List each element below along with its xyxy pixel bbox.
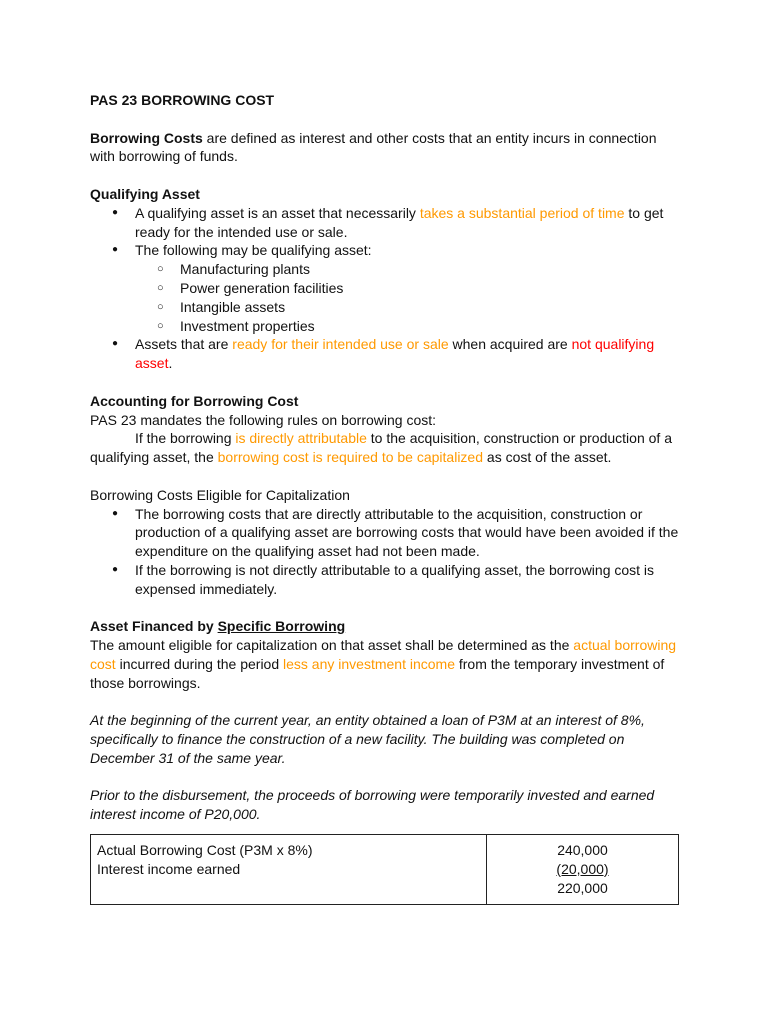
table-amount-cell (487, 835, 679, 905)
highlight-text: borrowing cost is required to be capitalized (217, 449, 484, 466)
list-item: ● A qualifying asset is an asset that necessarily takes a substantial period of time to get ready for the intended use or sale. (90, 204, 680, 242)
highlight-text: actual borrowing cost (90, 637, 677, 672)
accounting-rule-paragraph: If the borrowing is directly attributable to the acquisition, construction or production of a qualifying asset, the borrowing cost is required to be capitalized as cost of the asset. (90, 430, 672, 466)
sub-list-item: ○ Investment properties (90, 317, 680, 336)
qualifying-asset-list (90, 204, 680, 373)
table-row (91, 835, 679, 905)
accounting-heading: Accounting for Borrowing Cost (90, 392, 299, 409)
page-title: PAS 23 BORROWING COST (90, 92, 275, 108)
definition-paragraph (90, 129, 680, 167)
definition-term: Borrowing Costs (90, 129, 203, 146)
accounting-intro: PAS 23 mandates the following rules on borrowing cost: (90, 411, 437, 428)
sub-list-item: ○ Manufacturing plants (90, 260, 680, 279)
eligible-heading: Borrowing Costs Eligible for Capitalization (90, 486, 350, 503)
amount-interest-income: (20,000) (556, 860, 609, 877)
list-item: ● The borrowing costs that are directly attributable to the acquisition, construction or production of a qualifying asset are borrowing costs that would have been avoided if the expenditure on the qualifying asset had not been made. (90, 505, 680, 561)
highlight-text: less any investment income (283, 655, 455, 672)
highlight-text: ready for their intended use or sale (232, 336, 449, 353)
underlined-text: Specific Borrowing (217, 618, 346, 635)
example-paragraph-1: At the beginning of the current year, an entity obtained a loan of P3M at an interest of 8%, specifically to finance the construction of a new facility. The building was completed on December 31 of the same year. (90, 712, 645, 766)
row-label-borrowing-cost: Actual Borrowing Cost (P3M x 8%) (97, 842, 313, 859)
row-label-interest-income: Interest income earned (97, 860, 241, 877)
sub-list-item: ○ Intangible assets (90, 298, 680, 317)
amount-borrowing-cost: 240,000 (557, 842, 608, 859)
list-item: ● If the borrowing is not directly attributable to a qualifying asset, the borrowing cost is expensed immediately. (90, 561, 680, 599)
table-label-cell (91, 835, 487, 905)
document-body (90, 91, 680, 905)
amount-net: 220,000 (557, 879, 608, 896)
highlight-text: is directly attributable (235, 430, 367, 447)
list-item: ● The following may be qualifying asset: ○ Manufacturing plants ○ Power generation facilities ○ Intangible assets ○ Investment properties (90, 241, 680, 335)
list-item: ● Assets that are ready for their intended use or sale when acquired are not qualifying asset. (90, 335, 680, 373)
computation-table (90, 834, 679, 905)
qualifying-asset-sublist (135, 260, 680, 335)
emphasis-text: not qualifying asset (135, 336, 655, 372)
qualifying-asset-heading: Qualifying Asset (90, 185, 200, 202)
specific-borrowing-heading: Asset Financed by Specific Borrowing (90, 618, 346, 635)
eligible-list (90, 505, 680, 599)
amount-wrapper (493, 860, 672, 879)
specific-borrowing-paragraph: The amount eligible for capitalization on that asset shall be determined as the actual borrowing cost incurred during the period less any investment income from the temporary investment of those borrowings. (90, 637, 677, 691)
highlight-text: takes a substantial period of time (419, 204, 625, 221)
sub-list-item: ○ Power generation facilities (90, 279, 680, 298)
row-label-blank (97, 879, 480, 898)
example-paragraph-2: Prior to the disbursement, the proceeds of borrowing were temporarily invested and earned interest income of P20,000. (90, 787, 655, 823)
definition-text: are defined as interest and other costs that an entity incurs in connection with borrowing of funds. (90, 129, 657, 165)
